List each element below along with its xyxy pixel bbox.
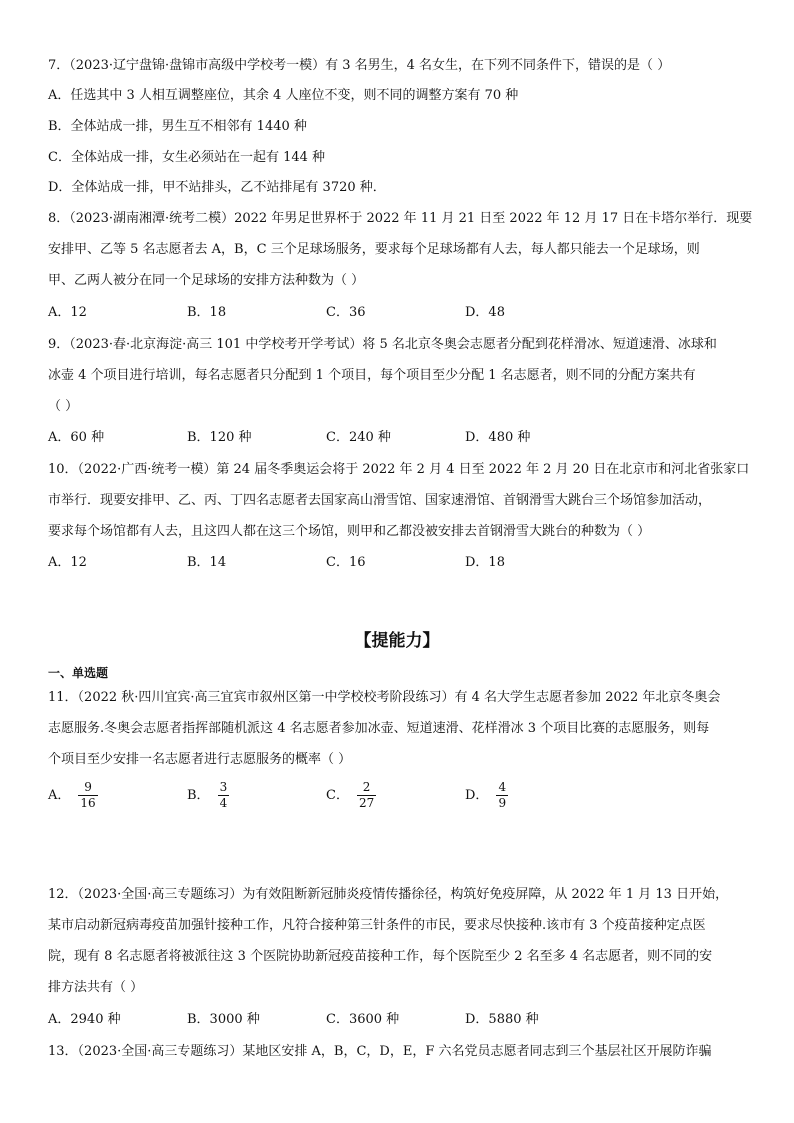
q12-line3: 院，现有 8 名志愿者将被派往这 3 个医院协助新冠疫苗接种工作，每个医院至少 2 名至多 4 名志愿者，则不同的安 <box>48 949 713 964</box>
q11-options <box>48 780 748 816</box>
q10-option-a: A．12 <box>48 555 87 570</box>
q11-option-d-label: D． <box>465 787 489 803</box>
q9-line1: 9．（2023·春·北京海淀·高三 101 中学校考开学考试）将 5 名北京冬奥会志愿者分配到花样滑冰、短道速滑、冰球和 <box>48 337 717 352</box>
section-subhead: 一、单选题 <box>48 666 109 680</box>
q12-line1: 12．（2023·全国·高三专题练习）为有效阻断新冠肺炎疫情传播徐径，构筑好免疫屏障，从 2022 年 1 月 13 日开始， <box>48 887 729 902</box>
q10-line2: 市举行．现要安排甲、乙、丙、丁四名志愿者去国家高山滑雪馆、国家速滑馆、首钢滑雪大跳台三个场馆参加活动， <box>48 493 712 508</box>
q11-option-c <box>326 780 376 811</box>
q11-option-c-label: C． <box>326 787 349 803</box>
q10-line3: 要求每个场馆都有人去，且这四人都在这三个场馆，则甲和乙都没被安排去首钢滑雪大跳台的种数为（ ） <box>48 524 651 539</box>
q7-option-c: C．全体站成一排，女生必须站在一起有 144 种 <box>48 150 326 165</box>
q9-line2: 冰壶 4 个项目进行培训，每名志愿者只分配到 1 个项目，每个项目至少分配 1 名志愿者，则不同的分配方案共有 <box>48 368 696 383</box>
fraction-denominator: 9 <box>498 796 507 810</box>
q12-line4: 排方法共有（ ） <box>48 980 144 995</box>
q7-option-d: D．全体站成一排，甲不站排头，乙不站排尾有 3720 种． <box>48 180 386 195</box>
q10-option-c: C．16 <box>326 555 366 570</box>
q11-option-b-fraction <box>218 780 230 811</box>
q7-option-a: A．任选其中 3 人相互调整座位，其余 4 人座位不变，则不同的调整方案有 70 种 <box>48 88 519 103</box>
q8-option-a: A．12 <box>48 305 87 320</box>
q7-option-b: B．全体站成一排，男生互不相邻有 1440 种 <box>48 119 307 134</box>
q10-options <box>48 553 748 573</box>
q8-option-d: D．48 <box>465 305 505 320</box>
q11-option-a <box>48 780 98 811</box>
fraction-numerator: 9 <box>84 780 92 794</box>
q9-line3: （ ） <box>48 399 79 414</box>
q11-line2: 志愿服务.冬奥会志愿者指挥部随机派这 4 名志愿者参加冰壶、短道速滑、花样滑冰 3 个项目比赛的志愿服务，则每 <box>48 721 710 736</box>
q11-option-b-label: B． <box>187 787 210 803</box>
fraction-denominator: 27 <box>358 796 375 810</box>
q8-option-b: B．18 <box>187 305 227 320</box>
q10-option-d: D．18 <box>465 555 505 570</box>
q8-options <box>48 303 748 323</box>
q12-option-d: D．5880 种 <box>465 1012 539 1027</box>
q11-option-d <box>465 780 508 811</box>
q9-option-a: A．60 种 <box>48 430 105 445</box>
q12-option-a: A．2940 种 <box>48 1012 121 1027</box>
q11-option-c-fraction <box>357 780 376 811</box>
q8-line2: 安排甲、乙等 5 名志愿者去 A，B，C 三个足球场服务，要求每个足球场都有人去，每人都只能去一个足球场，则 <box>48 242 700 257</box>
q8-line3: 甲、乙两人被分在同一个足球场的安排方法种数为（ ） <box>48 273 365 288</box>
q8-line1: 8．（2023·湖南湘潭·统考二模）2022 年男足世界杯于 2022 年 11 月 21 日至 2022 年 12 月 17 日在卡塔尔举行．现要 <box>48 211 753 226</box>
q9-option-c: C．240 种 <box>326 430 391 445</box>
q11-line3: 个项目至少安排一名志愿者进行志愿服务的概率（ ） <box>48 752 352 767</box>
fraction-numerator: 4 <box>498 780 507 794</box>
q11-option-a-fraction <box>78 780 97 811</box>
q11-option-b <box>187 780 229 811</box>
q12-option-b: B．3000 种 <box>187 1012 260 1027</box>
q12-option-c: C．3600 种 <box>326 1012 400 1027</box>
q11-line1: 11．（2022 秋·四川宜宾·高三宜宾市叙州区第一中学校校考阶段练习）有 4 名大学生志愿者参加 2022 年北京冬奥会 <box>48 690 721 705</box>
q12-line2: 某市启动新冠病毒疫苗加强针接种工作，凡符合接种第三针条件的市民，要求尽快接种.该市有 3 个疫苗接种定点医 <box>48 918 706 933</box>
q13-line1: 13．（2023·全国·高三专题练习）某地区安排 A，B，C，D，E，F 六名党员志愿者同志到三个基层社区开展防诈骗 <box>48 1044 712 1059</box>
q9-option-b: B．120 种 <box>187 430 252 445</box>
q12-options <box>48 1010 748 1030</box>
q10-line1: 10．（2022·广西·统考一模）第 24 届冬季奥运会将于 2022 年 2 月 4 日至 2022 年 2 月 20 日在北京市和河北省张家口 <box>48 462 750 477</box>
q9-options <box>48 428 748 448</box>
q10-option-b: B．14 <box>187 555 227 570</box>
fraction-denominator: 16 <box>80 796 96 810</box>
q9-option-d: D．480 种 <box>465 430 531 445</box>
fraction-numerator: 2 <box>362 780 371 794</box>
q7-stem: 7．（2023·辽宁盘锦·盘锦市高级中学校考一模）有 3 名男生，4 名女生，在下列不同条件下，错误的是（ ） <box>48 58 671 73</box>
fraction-denominator: 4 <box>219 796 228 810</box>
fraction-numerator: 3 <box>219 780 228 794</box>
q8-option-c: C．36 <box>326 305 366 320</box>
q11-option-d-fraction <box>496 780 508 811</box>
q11-option-a-label: A． <box>48 787 71 803</box>
section-title: 【提能力】 <box>354 631 440 651</box>
